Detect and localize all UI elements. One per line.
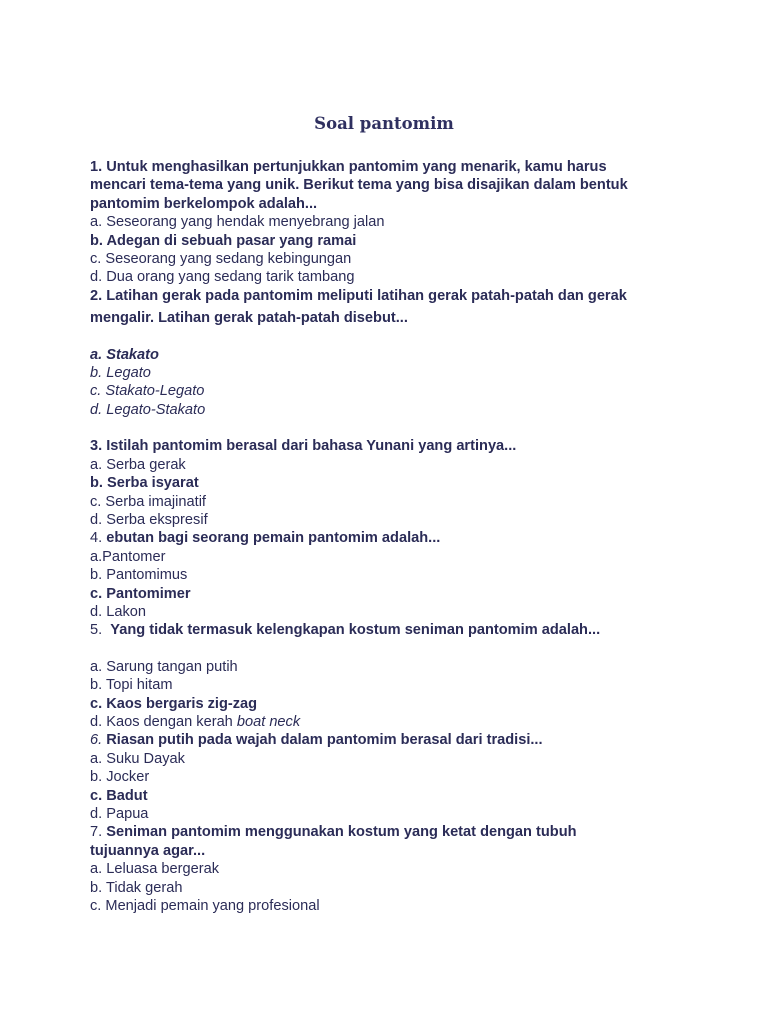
question-5-option-d-text: d. Kaos dengan kerah [90,713,237,730]
question-2-option-b: b. Legato [90,365,151,382]
question-7-option-a: a. Leluasa bergerak [90,861,219,878]
question-3-option-d: d. Serba ekspresif [90,511,208,528]
question-2-option-c: c. Stakato-Legato [90,383,205,400]
question-5-option-c: c. Kaos bergaris zig-zag [90,695,258,712]
question-list [90,158,690,915]
question-6-option-b: b. Jocker [90,769,150,786]
question-1-option-a: a. Seseorang yang hendak menyebrang jalan [90,214,385,231]
question-4-option-c: c. Pantomimer [90,585,191,602]
question-5-option-a: a. Sarung tangan putih [90,658,238,675]
question-6-text: Riasan putih pada wajah dalam pantomim berasal dari tradisi... [106,732,543,749]
question-3-option-c: c. Serba imajinatif [90,493,206,510]
question-1-option-c: c. Seseorang yang sedang kebingungan [90,251,352,268]
question-7-text-line-2: tujuannya agar... [90,842,206,859]
question-5-option-d-italic: boat neck [236,713,301,730]
question-4-number: 4. [90,530,103,547]
question-2 [90,287,690,419]
question-1-line-3: pantomim berkelompok adalah... [90,195,318,212]
question-1-option-b: b. Adegan di sebuah pasar yang ramai [90,232,357,249]
question-2-option-d: d. Legato-Stakato [90,401,206,418]
question-6-option-d: d. Papua [90,806,149,822]
question-1 [90,158,690,287]
question-7 [90,823,690,915]
page-title: Soal pantomim [314,114,454,133]
question-4-option-b: b. Pantomimus [90,567,188,584]
question-6-option-c: c. Badut [90,787,148,804]
question-2-line-2: mengalir. Latihan gerak patah-patah disebut... [90,310,408,327]
question-4 [90,529,690,621]
question-7-option-c: c. Menjadi pemain yang profesional [90,898,320,915]
question-4-option-a: a.Pantomer [90,548,166,565]
question-3 [90,437,690,529]
question-2-line-1: 2. Latihan gerak pada pantomim meliputi latihan gerak patah-patah dan gerak [90,287,627,304]
question-2-option-a: a. Stakato [90,346,159,363]
question-5-text: Yang tidak termasuk kelengkapan kostum seniman pantomim adalah... [110,622,601,639]
question-6 [90,731,690,823]
question-7-text-line-1: Seniman pantomim menggunakan kostum yang ketat dengan tubuh [106,824,577,841]
question-1-line-1: 1. Untuk menghasilkan pertunjukkan pantomim yang menarik, kamu harus [90,159,607,175]
question-1-line-2: mencari tema-tema yang unik. Berikut tema yang bisa disajikan dalam bentuk [90,177,628,194]
question-7-option-b: b. Tidak gerah [90,879,183,896]
question-1-option-d: d. Dua orang yang sedang tarik tambang [90,269,355,286]
question-3-option-b: b. Serba isyarat [90,475,199,492]
question-6-number: 6. [90,732,103,749]
question-5-option-b: b. Topi hitam [90,677,173,694]
question-5 [90,621,690,731]
question-6-option-a: a. Suku Dayak [90,750,185,767]
question-4-option-d: d. Lakon [90,603,146,620]
question-4-text: ebutan bagi seorang pemain pantomim adalah... [106,530,441,547]
question-3-option-a: a. Serba gerak [90,456,186,473]
question-5-number: 5. [90,622,103,639]
question-3-line-1: 3. Istilah pantomim berasal dari bahasa Yunani yang artinya... [90,438,517,455]
question-7-number: 7. [90,824,103,841]
question-5-option-d [90,713,690,731]
